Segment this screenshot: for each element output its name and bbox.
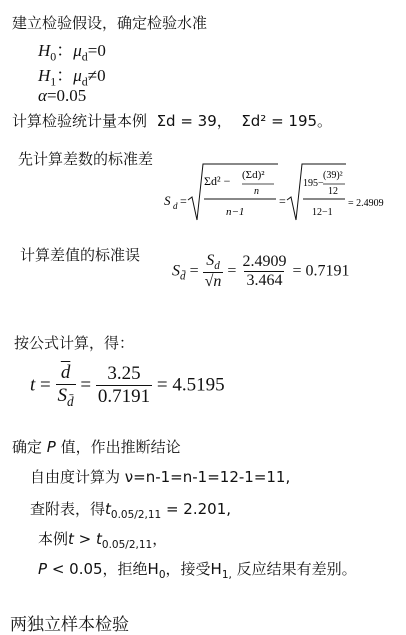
svg-text:=: = bbox=[180, 194, 187, 208]
sd-lhs-sub: d bbox=[173, 201, 178, 211]
sd-formula bbox=[160, 160, 392, 230]
sd-val-39sq: (39)² bbox=[323, 170, 343, 181]
sum-d: Σd = 39， bbox=[156, 112, 232, 130]
se-heading: 计算差值的标准误 bbox=[20, 246, 141, 264]
formula-heading: 按公式计算，得： bbox=[14, 334, 135, 352]
sd-val-den: 12−1 bbox=[312, 207, 333, 218]
sd-result: = 2.4909 bbox=[348, 198, 384, 209]
sd-heading: 先计算差数的标准差 bbox=[18, 150, 154, 168]
table-lookup-line: 查附表，得$t_{0.05/2,11} = 2.201$, bbox=[30, 500, 232, 521]
comparison-line: 本例$t > t_{0.05/2,11}$， bbox=[38, 530, 168, 551]
t-formula: t = $\frac{\overline{d}}{S_{d̄}}$ = $\frac{3.25}{0.7191}$ = 4.5195 bbox=[30, 362, 225, 409]
sd-lhs: S bbox=[164, 193, 171, 208]
h0-line: $H_0$：$\mu_d=0$ bbox=[38, 41, 106, 64]
sd-den: n−1 bbox=[226, 206, 245, 218]
sd-val-195: 195− bbox=[303, 178, 324, 189]
df-line: 自由度计算为 ν=n-1=n-1=12-1=11, bbox=[30, 468, 291, 486]
sd-num-n: n bbox=[254, 186, 259, 197]
next-section-heading: 两独立样本检验 bbox=[10, 615, 129, 635]
alpha-line: α=0.05 bbox=[38, 86, 87, 105]
sum-d2: Σd² = 195。 bbox=[241, 112, 333, 130]
svg-text:=: = bbox=[279, 194, 286, 208]
se-formula: $S_{d̄}$ = $\frac{S_d}{√n}$ = $\frac{2.4909}{3.464}$ = 0.7191 bbox=[172, 252, 350, 291]
sd-num-sum: Σd² − bbox=[204, 174, 231, 188]
sd-val-12: 12 bbox=[328, 186, 338, 197]
decision-line: P < 0.05，拒绝$H_0$，接受$H_{1,}$ 反应结果有差别。 bbox=[38, 560, 357, 581]
conclusion-heading: 确定 P 值，作出推断结论 bbox=[12, 438, 181, 456]
statistic-line: 计算检验统计量本例 Σd = 39， Σd² = 195。 bbox=[12, 112, 333, 130]
hypothesis-heading: 建立检验假设，确定检验水准 bbox=[12, 14, 208, 32]
h1-line: $H_1$：$\mu_d\ne 0$ bbox=[38, 66, 106, 89]
sd-num-sq: (Σd)² bbox=[242, 169, 265, 181]
